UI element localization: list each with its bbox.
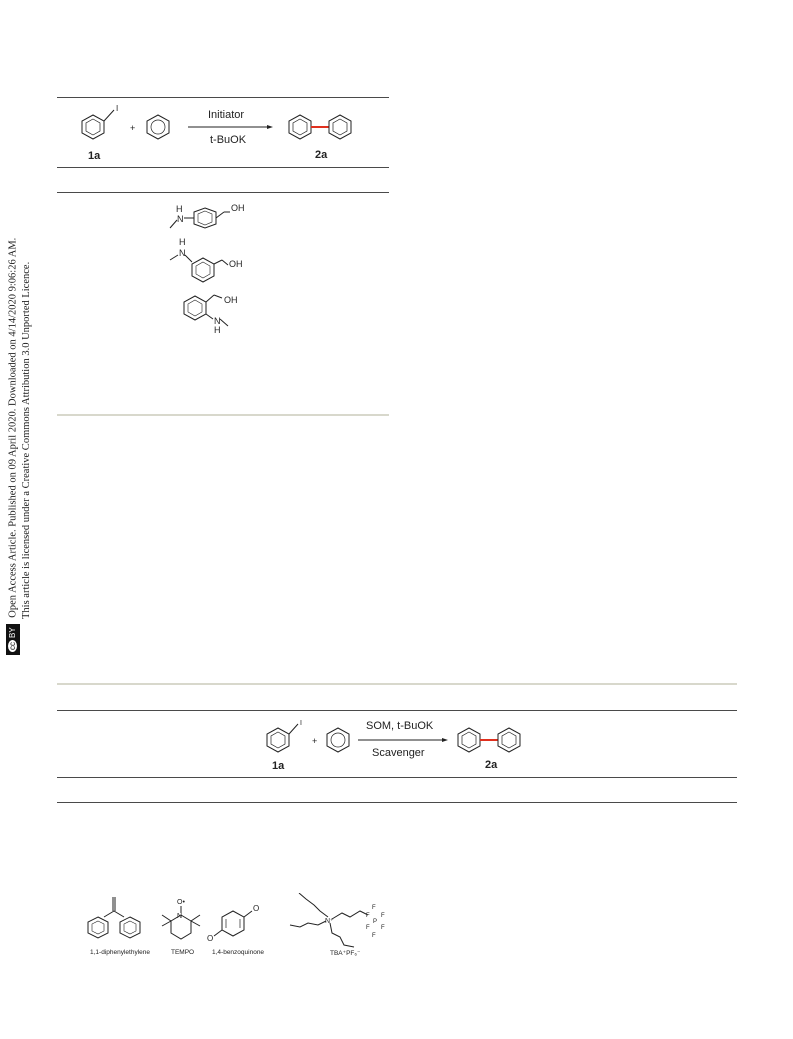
scheme1-label-2a: 2a xyxy=(315,149,328,161)
svg-text:H: H xyxy=(176,204,183,214)
table2-subheader-rule xyxy=(57,802,737,803)
biphenyl-structure-2 xyxy=(458,728,520,752)
tempo-structure xyxy=(162,906,200,939)
svg-text:OH: OH xyxy=(229,259,243,269)
scheme2-label-1a: 1a xyxy=(272,760,285,772)
table2-top-rule xyxy=(57,710,737,711)
hexafluorophosphate-structure xyxy=(366,905,385,939)
svg-text:F: F xyxy=(372,905,376,911)
license-published-text: Open Access Article. Published on 09 April 2020. Downloaded on 4/14/2020 9:06:26 AM. xyxy=(7,237,19,618)
scavenger-structures xyxy=(82,893,402,955)
benzene-structure xyxy=(147,115,169,139)
svg-text:P: P xyxy=(373,919,378,925)
scavenger-name-tempo: TEMPO xyxy=(171,949,195,956)
benzene-structure-2 xyxy=(327,728,349,752)
biphenyl-structure xyxy=(289,115,351,139)
svg-text:F: F xyxy=(366,913,370,919)
scheme2-reagent-bottom: Scavenger xyxy=(372,747,425,759)
svg-text:OH: OH xyxy=(231,203,245,213)
svg-text:N⁺: N⁺ xyxy=(325,918,334,925)
table1-subheader-rule xyxy=(57,192,389,193)
scavenger-name-tba-pf6: TBA⁺PF₆⁻ xyxy=(330,950,361,957)
svg-text:F: F xyxy=(366,925,370,931)
table1-bottom-rule xyxy=(57,414,389,416)
svg-text:H: H xyxy=(214,325,221,335)
svg-text:O: O xyxy=(253,904,260,913)
svg-text:N: N xyxy=(177,913,183,920)
license-line-licence xyxy=(20,195,34,655)
table1-header-rule xyxy=(57,167,389,168)
svg-text:N: N xyxy=(179,248,186,258)
diphenylethylene-structure xyxy=(88,897,140,938)
scheme1-reagent-top: Initiator xyxy=(208,109,245,121)
license-sidebar xyxy=(6,195,46,655)
scheme2-reagent-top: SOM, t-BuOK xyxy=(366,720,434,732)
svg-text:O: O xyxy=(207,934,214,943)
table2-top-light-rule xyxy=(57,683,737,685)
license-licence-text[interactable]: This article is licensed under a Creative Commons Attribution 3.0 Unported Licence. xyxy=(21,261,32,619)
table2-header-rule xyxy=(57,777,737,778)
ortho-aminobenzyl-alcohol-structure xyxy=(184,295,228,326)
svg-text:N: N xyxy=(214,316,221,326)
scavenger-name-benzoquinone: 1,4-benzoquinone xyxy=(212,949,265,956)
svg-text:I: I xyxy=(300,720,302,727)
svg-text:N: N xyxy=(177,214,184,224)
scavenger-name-diphenylethylene: 1,1-diphenylethylene xyxy=(90,949,150,956)
svg-text:OH: OH xyxy=(224,295,238,305)
svg-text:F: F xyxy=(372,933,376,939)
scheme1-label-1a: 1a xyxy=(88,150,101,162)
svg-text:F: F xyxy=(381,925,385,931)
scheme1-reagent-bottom: t-BuOK xyxy=(210,134,247,146)
scheme1-iodo-label: I xyxy=(116,104,119,113)
initiator-structures xyxy=(160,198,290,343)
benzoquinone-structure xyxy=(214,911,252,936)
meta-aminobenzyl-alcohol-structure xyxy=(170,255,228,282)
iodobenzene-structure-2 xyxy=(267,724,298,752)
svg-text:H: H xyxy=(179,237,186,247)
cc-by-badge[interactable]: ccBY xyxy=(6,624,20,655)
svg-text:+: + xyxy=(312,736,318,746)
scheme2-label-2a: 2a xyxy=(485,759,498,771)
scheme1-plus: + xyxy=(130,123,136,133)
iodobenzene-structure xyxy=(82,110,114,139)
svg-text:O•: O• xyxy=(177,899,185,906)
license-line-published xyxy=(6,195,20,655)
svg-text:F: F xyxy=(381,913,385,919)
